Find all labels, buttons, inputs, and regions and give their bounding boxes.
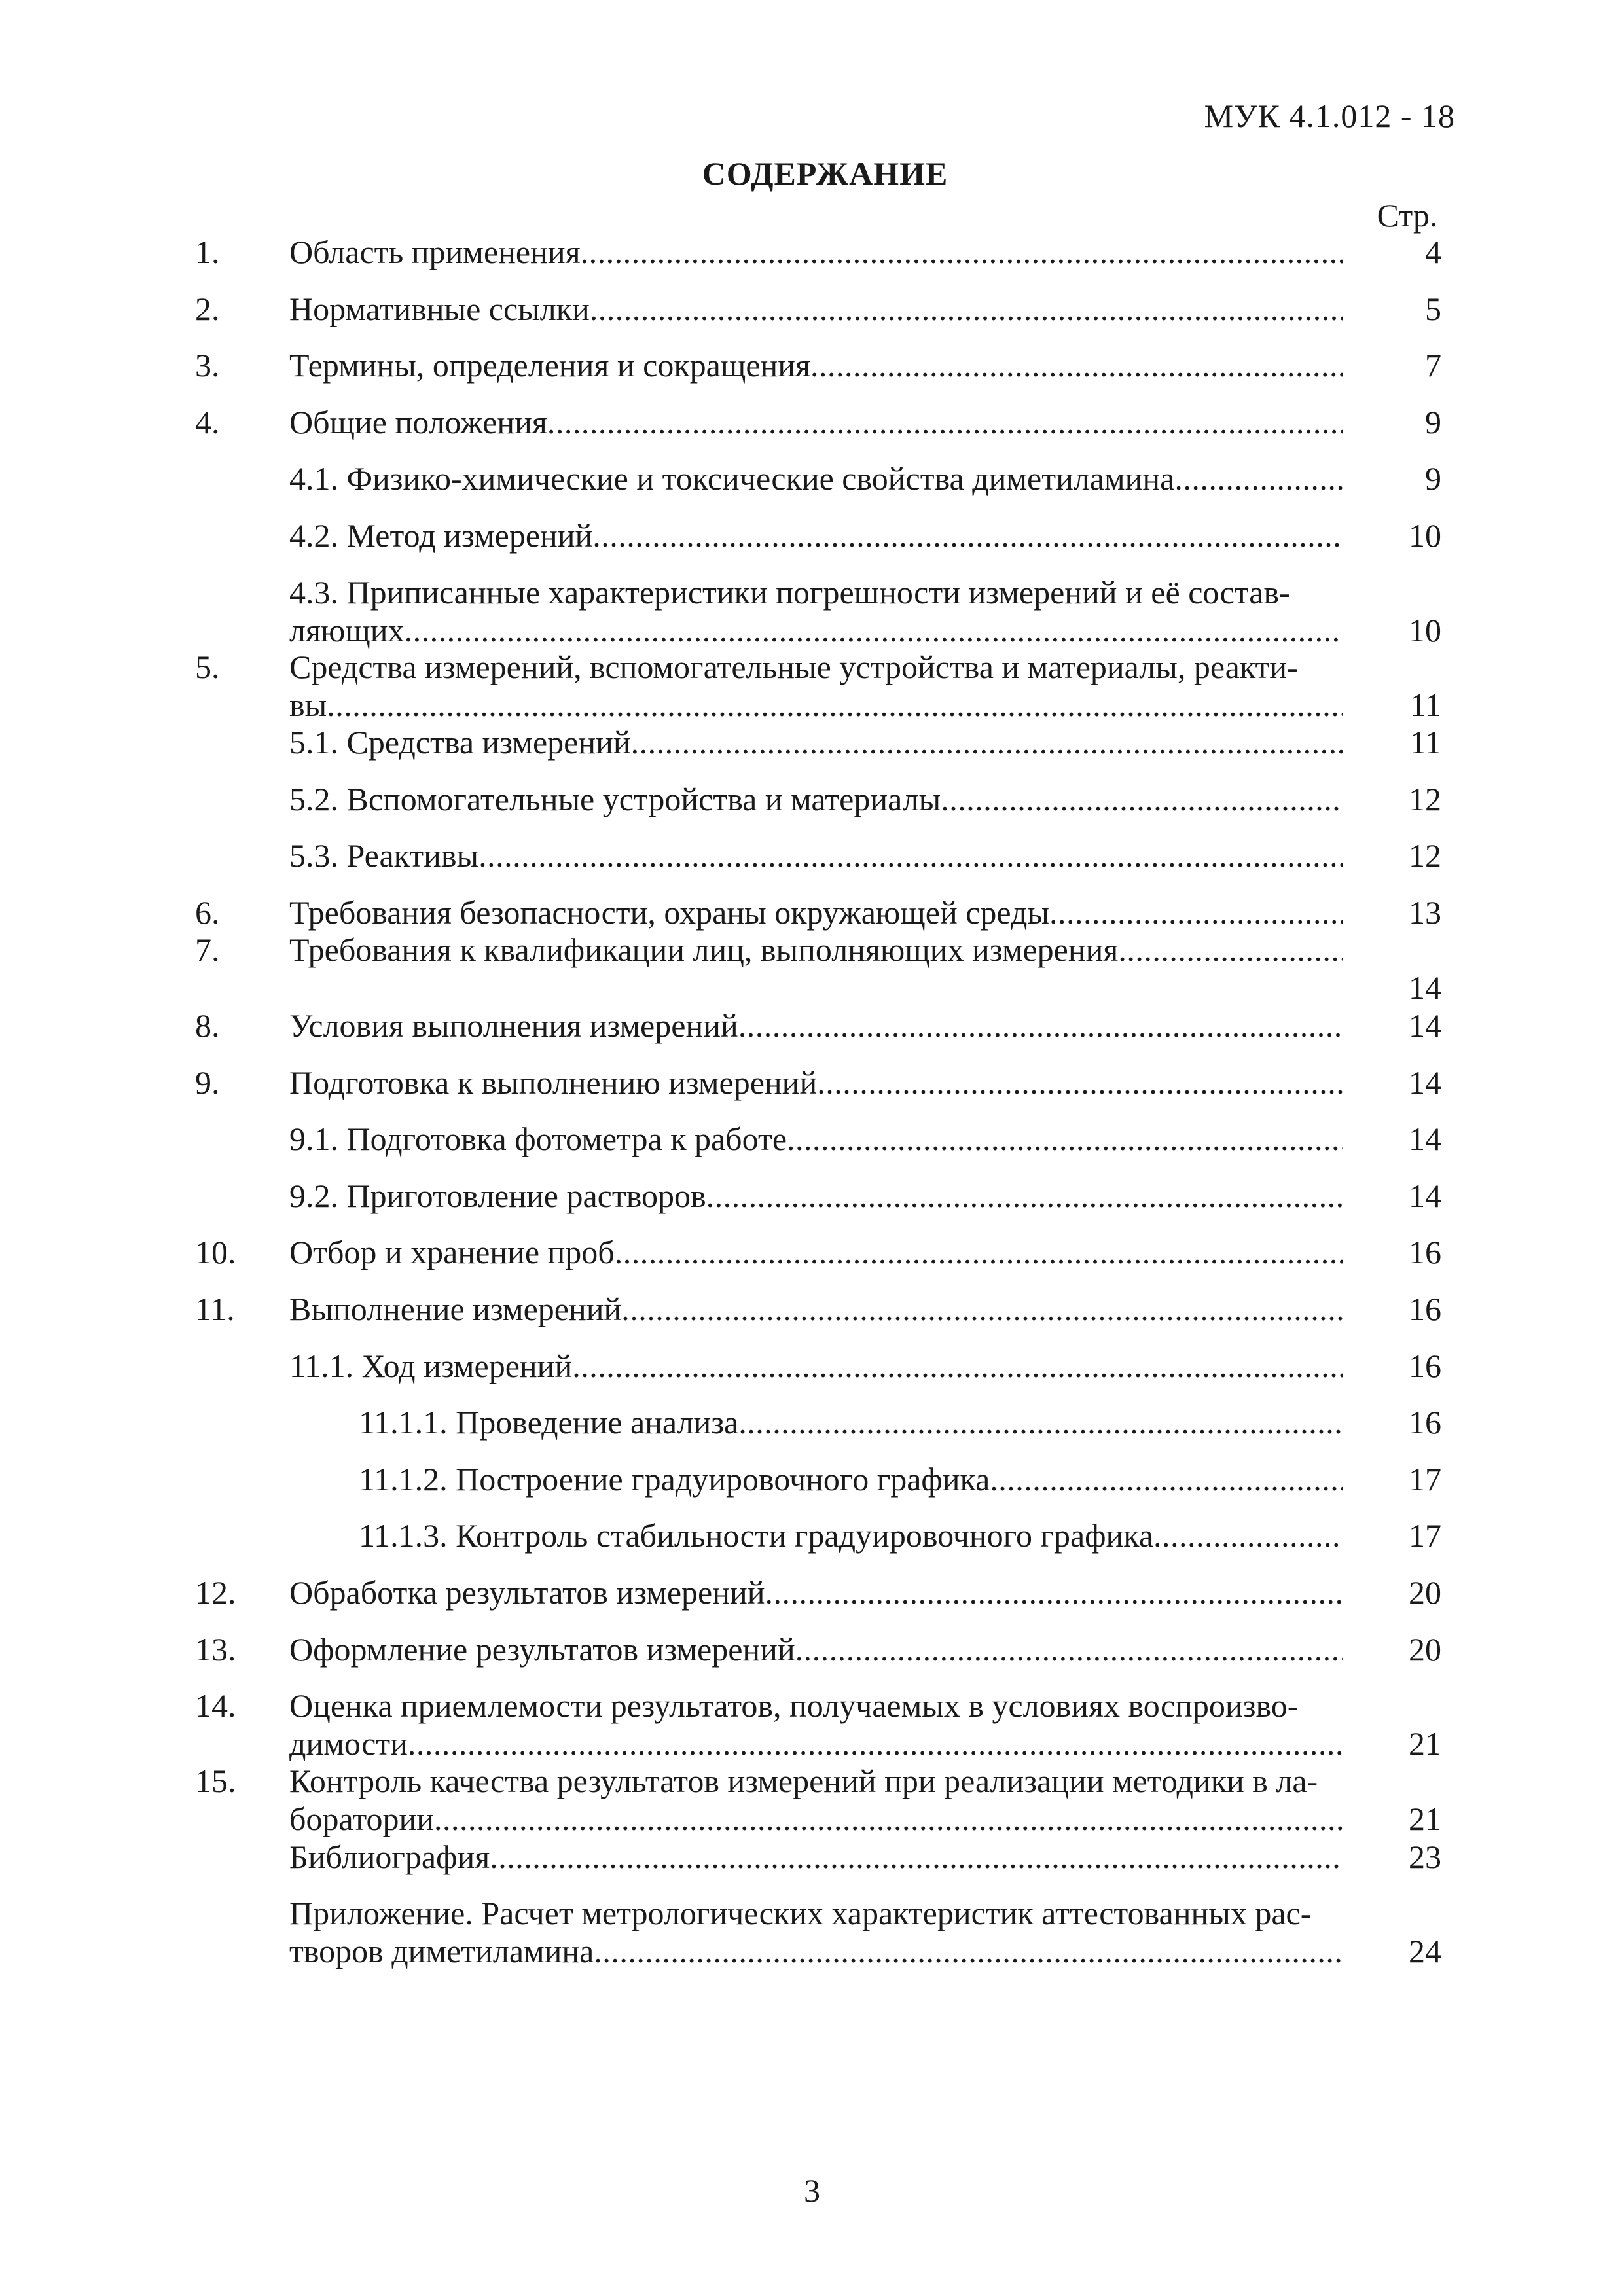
toc-entry-page: 16 (1409, 1291, 1441, 1327)
toc-entry-page: 23 (1409, 1839, 1441, 1875)
toc-entry-title: 9.2. Приготовление растворов (289, 1177, 706, 1214)
toc-entry-page: 17 (1409, 1517, 1441, 1554)
toc-entry-title: Подготовка к выполнению измерений (289, 1064, 818, 1101)
toc-entry-number: 15. (195, 1763, 236, 1799)
toc-entry-title-line2: вы (289, 687, 327, 723)
dot-leader (810, 346, 1343, 384)
toc-entry-page: 14 (1409, 1007, 1441, 1044)
toc-entry-page: 4 (1425, 234, 1441, 270)
toc-entry-number: 1. (195, 234, 220, 270)
toc-entry-page: 16 (1409, 1234, 1441, 1270)
toc-entry-number: 8. (195, 1007, 220, 1044)
toc-entry-title: 5.1. Средства измерений (289, 724, 631, 761)
dot-leader (327, 686, 1343, 724)
toc-entry-title: 4.1. Физико-химические и токсические свойства диметиламина (289, 460, 1175, 497)
toc-entry-title-line1: Приложение. Расчет метрологических характеристик аттестованных рас- (289, 1895, 1312, 1931)
toc-entry-page: 14 (1409, 1121, 1441, 1157)
toc-entry-number: 12. (195, 1574, 236, 1611)
dot-leader (990, 1460, 1343, 1498)
dot-leader (817, 1064, 1343, 1102)
toc-entry-title-line1: 4.3. Приписанные характеристики погрешности измерений и её состав- (289, 574, 1290, 611)
toc-entry-page: 9 (1425, 460, 1441, 497)
dot-leader (621, 1290, 1343, 1328)
page-number: 3 (804, 2172, 820, 2209)
toc-entry-page: 20 (1409, 1631, 1441, 1668)
dot-leader (594, 1932, 1343, 1970)
dot-leader (408, 1725, 1343, 1763)
dot-leader (631, 723, 1343, 761)
toc-entry-number: 6. (195, 894, 220, 931)
toc-entry-number: 5. (195, 649, 220, 685)
toc-entry-page: 20 (1409, 1574, 1441, 1611)
toc-entry-page: 10 (1409, 612, 1441, 649)
toc-entry-number: 10. (195, 1234, 236, 1270)
toc-entry-page: 9 (1425, 404, 1441, 440)
dot-leader (765, 1573, 1343, 1611)
toc-entry-number: 2. (195, 291, 220, 327)
toc-entry-title: Область применения (289, 234, 581, 270)
toc-entry-number: 9. (195, 1064, 220, 1101)
toc-entry-number: 3. (195, 347, 220, 384)
toc-entry-page: 14 (1409, 969, 1441, 1006)
toc-entry-page: 12 (1409, 781, 1441, 817)
toc-entry-page: 5 (1425, 291, 1441, 327)
toc-entry-page: 21 (1409, 1725, 1441, 1762)
dot-leader (1049, 893, 1343, 931)
dot-leader (434, 1800, 1343, 1838)
dot-leader (547, 403, 1343, 441)
dot-leader (405, 611, 1343, 649)
toc-entry-title: 5.2. Вспомогательные устройства и материалы (289, 781, 941, 817)
toc-entry-page: 11 (1409, 724, 1441, 761)
toc-entry-number: 4. (195, 404, 220, 440)
dot-leader (590, 290, 1343, 328)
toc-entry-title-line1: Контроль качества результатов измерений при реализации методики в ла- (289, 1763, 1318, 1799)
toc-entry-page: 7 (1425, 347, 1441, 384)
toc-entry-number: 11. (195, 1291, 235, 1327)
toc-entry-title: 4.2. Метод измерений (289, 517, 593, 554)
toc-entry-number: 13. (195, 1631, 236, 1668)
dot-leader (738, 1007, 1343, 1045)
toc-entry-page: 16 (1409, 1348, 1441, 1384)
toc-entry-title: Требования к квалификации лиц, выполняющих измерения (289, 931, 1119, 968)
toc-entry-title: 11.1.3. Контроль стабильности градуировочного графика (359, 1517, 1154, 1554)
toc-entry-title: Библиография (289, 1839, 490, 1875)
toc-entry-title: Выполнение измерений (289, 1291, 622, 1327)
toc-entry-title: 11.1. Ход измерений (289, 1348, 573, 1384)
dot-leader (1153, 1516, 1343, 1554)
toc-entry-title: 11.1.1. Проведение анализа (359, 1404, 739, 1441)
dot-leader (941, 780, 1343, 818)
dot-leader (592, 516, 1343, 554)
toc-entry-title: Обработка результатов измерений (289, 1574, 765, 1611)
toc-entry-page: 12 (1409, 837, 1441, 874)
toc-entry-page: 21 (1409, 1801, 1441, 1837)
page-column-label: Стр. (1377, 197, 1438, 234)
dot-leader (490, 1838, 1343, 1876)
dot-leader (1118, 931, 1343, 969)
document-code: МУК 4.1.012 - 18 (1204, 98, 1455, 134)
toc-entry-title: 5.3. Реактивы (289, 837, 479, 874)
toc-entry-title-line1: Оценка приемлемости результатов, получаемых в условиях воспроизво- (289, 1687, 1299, 1724)
toc-entry-page: 13 (1409, 894, 1441, 931)
toc-entry-title: Отбор и хранение проб (289, 1234, 615, 1270)
toc-entry-page: 11 (1409, 687, 1441, 723)
toc-entry-title: Требования безопасности, охраны окружающей среды (289, 894, 1049, 931)
dot-leader (787, 1120, 1343, 1158)
toc-entry-title: Общие положения (289, 404, 547, 440)
toc-entry-title-line2: творов диметиламина (289, 1933, 594, 1969)
toc-entry-page: 16 (1409, 1404, 1441, 1441)
page-title: СОДЕРЖАНИЕ (702, 155, 948, 192)
toc-entry-number: 14. (195, 1687, 236, 1724)
toc-entry-title: Условия выполнения измерений (289, 1007, 738, 1044)
dot-leader (738, 1403, 1343, 1441)
dot-leader (572, 1347, 1343, 1385)
toc-entry-title: Нормативные ссылки (289, 291, 590, 327)
toc-entry-page: 14 (1409, 1177, 1441, 1214)
toc-entry-page: 14 (1409, 1064, 1441, 1101)
toc-entry-page: 17 (1409, 1461, 1441, 1498)
toc-entry-title-line2: боратории (289, 1801, 435, 1837)
toc-entry-title: 9.1. Подготовка фотометра к работе (289, 1121, 787, 1157)
toc-entry-page: 24 (1409, 1933, 1441, 1969)
toc-entry-title-line1: Средства измерений, вспомогательные устройства и материалы, реакти- (289, 649, 1298, 685)
dot-leader (706, 1177, 1343, 1215)
dot-leader (615, 1233, 1343, 1271)
toc-entry-number: 7. (195, 931, 220, 968)
toc-entry-title: Оформление результатов измерений (289, 1631, 795, 1668)
dot-leader (478, 836, 1343, 874)
dot-leader (795, 1630, 1343, 1668)
toc-entry-title-line2: димости (289, 1725, 408, 1762)
toc-entry-title: 11.1.2. Построение градуировочного графика (359, 1461, 990, 1498)
dot-leader (581, 233, 1343, 271)
toc-entry-title-line2: ляющих (289, 612, 405, 649)
dot-leader (1174, 459, 1343, 497)
toc-entry-page: 10 (1409, 517, 1441, 554)
toc-entry-title: Термины, определения и сокращения (289, 347, 811, 384)
